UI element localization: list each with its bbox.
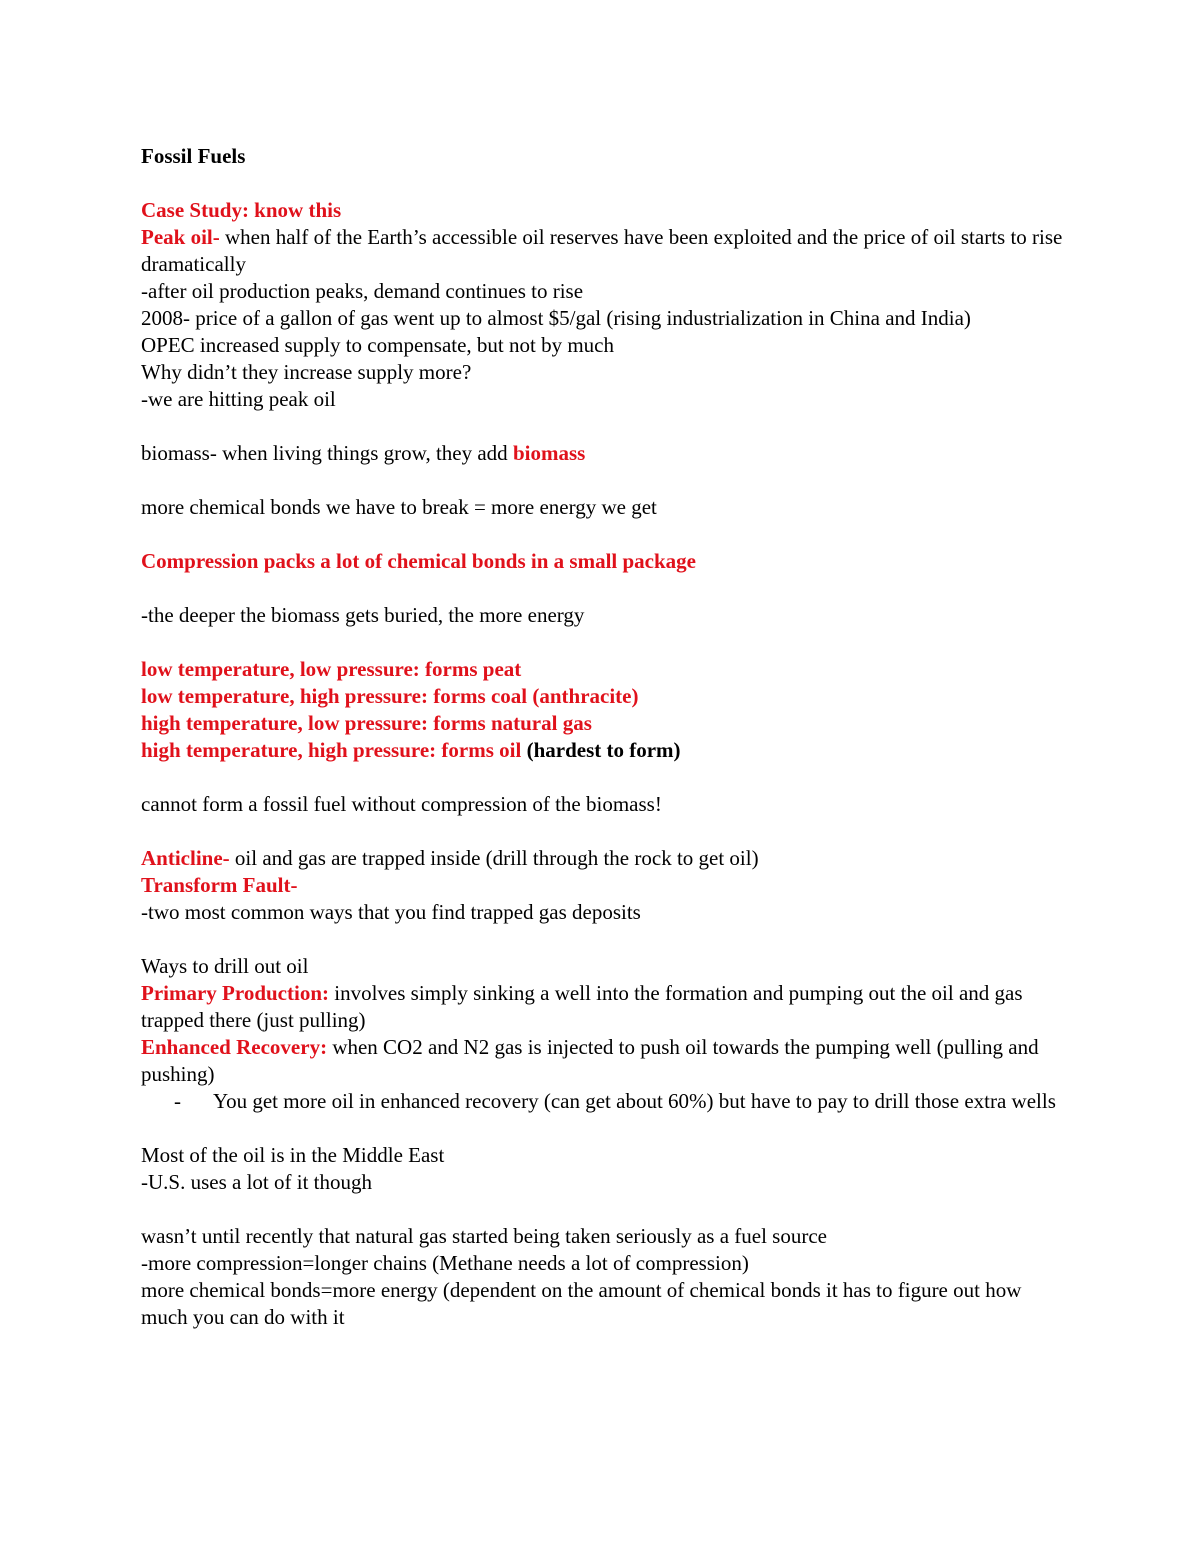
spacer	[141, 413, 1071, 440]
spacer	[141, 629, 1071, 656]
spacer	[141, 170, 1071, 197]
oil-note: (hardest to form)	[521, 738, 681, 762]
oil-condition: high temperature, high pressure: forms oil	[141, 738, 522, 762]
anticline-definition: oil and gas are trapped inside (drill through the rock to get oil)	[229, 846, 759, 870]
two-common-line: -two most common ways that you find trapped gas deposits	[141, 900, 641, 924]
spacer	[141, 467, 1071, 494]
document-title: Fossil Fuels	[141, 144, 246, 168]
spacer	[141, 521, 1071, 548]
deeper-line: -the deeper the biomass gets buried, the more energy	[141, 603, 585, 627]
oil-line	[141, 737, 1071, 764]
spacer	[141, 1115, 1071, 1142]
enhanced-recovery-paragraph	[141, 1034, 1071, 1088]
middle-east-line: Most of the oil is in the Middle East	[141, 1143, 445, 1167]
natural-gas-line: high temperature, low pressure: forms natural gas	[141, 711, 592, 735]
transform-fault-line: Transform Fault-	[141, 873, 298, 897]
more-compression-line: -more compression=longer chains (Methane needs a lot of compression)	[141, 1251, 749, 1275]
ways-to-drill-line: Ways to drill out oil	[141, 954, 309, 978]
price-2008-line: 2008- price of a gallon of gas went up to almost $5/gal (rising industrialization in China and India)	[141, 306, 971, 330]
spacer	[141, 764, 1071, 791]
us-uses-line: -U.S. uses a lot of it though	[141, 1170, 372, 1194]
compression-heading: Compression packs a lot of chemical bonds in a small package	[141, 549, 696, 573]
spacer	[141, 575, 1071, 602]
spacer	[141, 1196, 1071, 1223]
spacer	[141, 926, 1071, 953]
primary-production-term: Primary Production:	[141, 981, 329, 1005]
coal-line: low temperature, high pressure: forms coal (anthracite)	[141, 684, 639, 708]
more-bonds-line: more chemical bonds=more energy (dependent on the amount of chemical bonds it has to figure out how much you can do with it	[141, 1278, 1022, 1329]
enhanced-recovery-definition: when CO2 and N2 gas is injected to push oil towards the pumping well (pulling and pushing)	[141, 1035, 1039, 1086]
why-question-line: Why didn’t they increase supply more?	[141, 360, 472, 384]
peat-line: low temperature, low pressure: forms peat	[141, 657, 522, 681]
peak-oil-definition: when half of the Earth’s accessible oil reserves have been exploited and the price of oil starts to rise dramatically	[141, 225, 1063, 276]
list-item	[141, 1088, 1071, 1115]
document-body	[141, 143, 1071, 1331]
biomass-prefix: biomass- when living things grow, they add	[141, 441, 513, 465]
bullet-dash: -	[174, 1089, 181, 1113]
primary-production-paragraph	[141, 980, 1071, 1034]
case-study-heading: Case Study: know this	[141, 198, 342, 222]
peak-oil-paragraph	[141, 224, 1071, 278]
biomass-term: biomass	[512, 441, 586, 465]
biomass-line	[141, 440, 1071, 467]
enhanced-recovery-term: Enhanced Recovery:	[141, 1035, 328, 1059]
bullet-text: You get more oil in enhanced recovery (can get about 60%) but have to pay to drill those extra wells	[213, 1089, 1056, 1113]
natural-gas-recent-line: wasn’t until recently that natural gas started being taken seriously as a fuel source	[141, 1224, 827, 1248]
anticline-term: Anticline-	[141, 846, 230, 870]
cannot-form-line: cannot form a fossil fuel without compression of the biomass!	[141, 792, 662, 816]
chemical-bonds-line: more chemical bonds we have to break = more energy we get	[141, 495, 657, 519]
after-peak-line: -after oil production peaks, demand continues to rise	[141, 279, 584, 303]
opec-line: OPEC increased supply to compensate, but not by much	[141, 333, 615, 357]
anticline-line	[141, 845, 1071, 872]
spacer	[141, 818, 1071, 845]
hitting-peak-line: -we are hitting peak oil	[141, 387, 336, 411]
primary-production-definition: involves simply sinking a well into the formation and pumping out the oil and gas trapped there (just pulling)	[141, 981, 1023, 1032]
peak-oil-term: Peak oil-	[141, 225, 220, 249]
